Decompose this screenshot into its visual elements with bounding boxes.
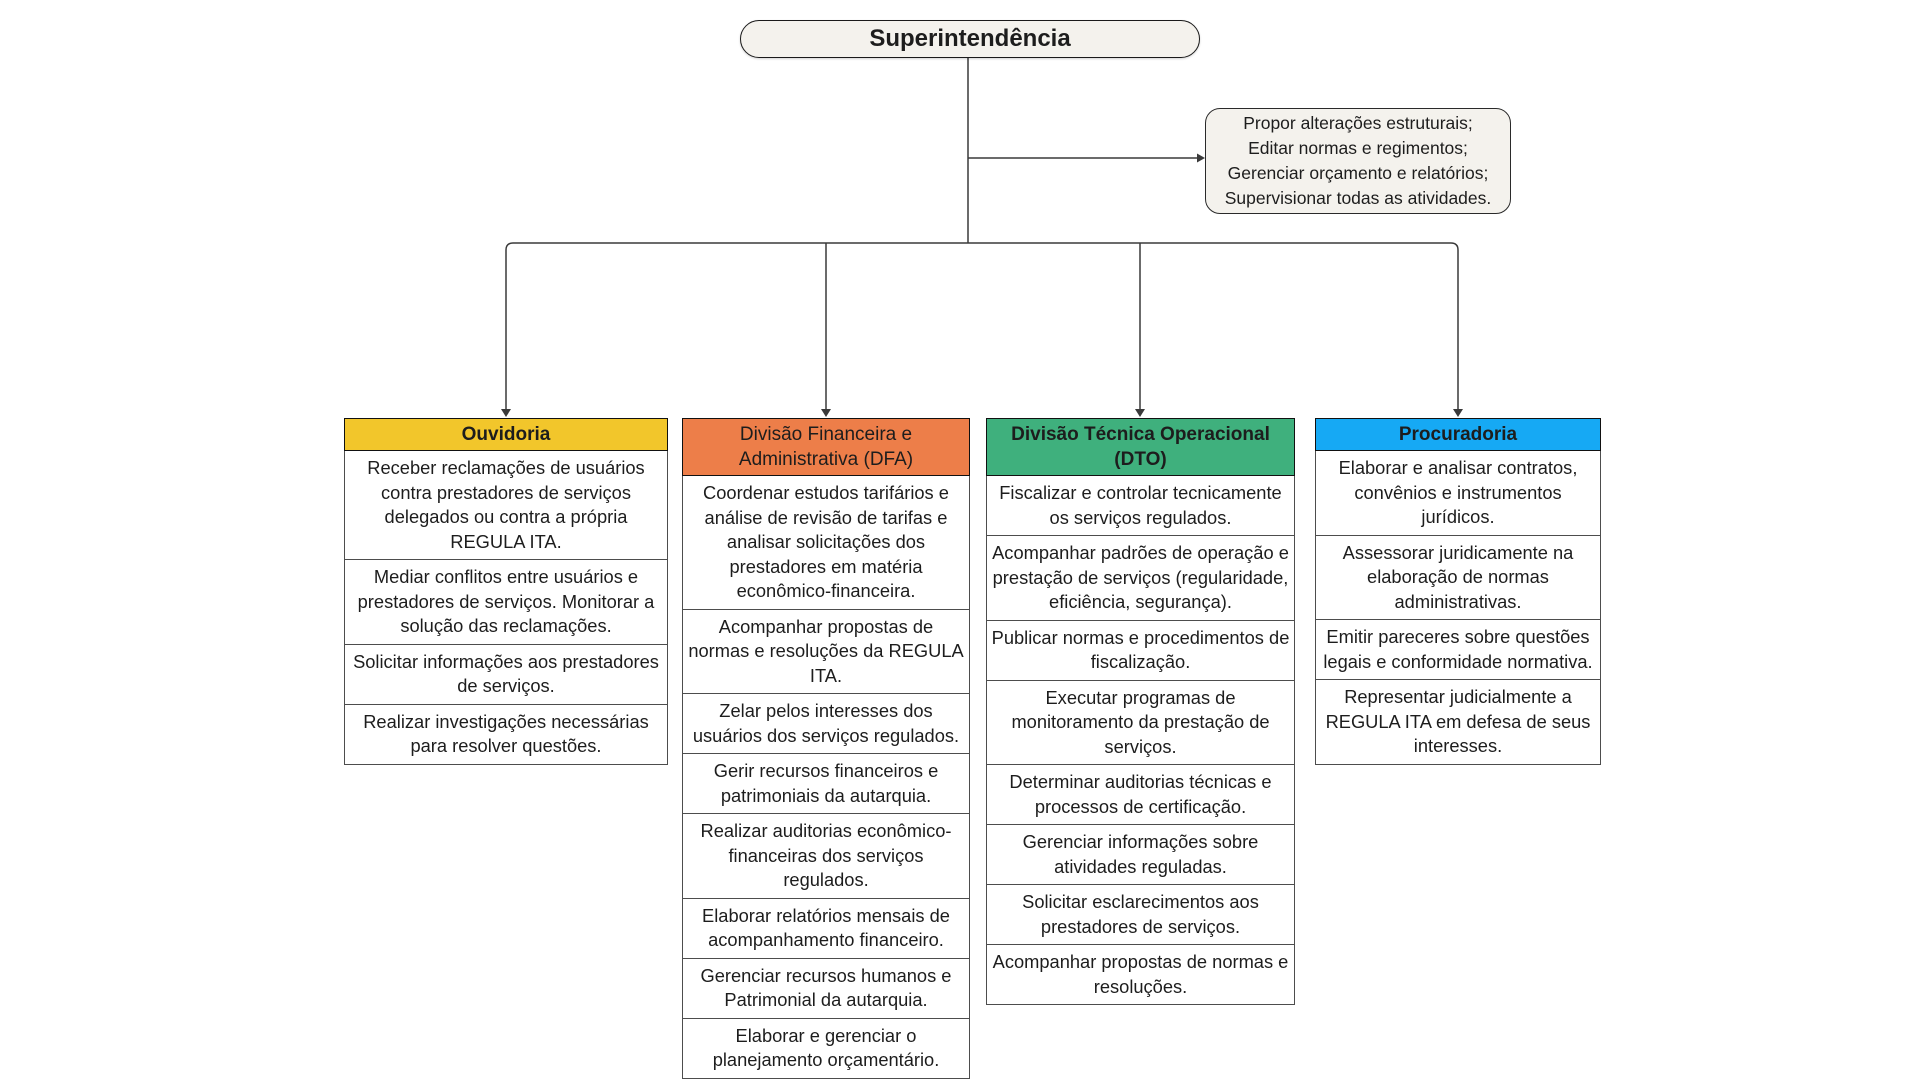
column-ouvidoria — [344, 418, 668, 765]
org-cell: Emitir pareceres sobre questões legais e conformidade normativa. — [1315, 619, 1601, 680]
column-header-dfa: Divisão Financeira e Administrativa (DFA) — [682, 418, 970, 476]
org-cell: Receber reclamações de usuários contra prestadores de serviços delegados ou contra a própria REGULA ITA. — [344, 450, 668, 560]
column-header-ouvidoria: Ouvidoria — [344, 418, 668, 451]
org-cell: Determinar auditorias técnicas e processos de certificação. — [986, 764, 1295, 825]
note-line: Gerenciar orçamento e relatórios; — [1227, 163, 1489, 183]
org-cell: Elaborar relatórios mensais de acompanhamento financeiro. — [682, 898, 970, 959]
column-dfa — [682, 418, 970, 1079]
org-cell: Assessorar juridicamente na elaboração de normas administrativas. — [1315, 535, 1601, 621]
org-cell: Acompanhar propostas de normas e resoluções. — [986, 944, 1295, 1005]
org-cell: Elaborar e analisar contratos, convênios e instrumentos jurídicos. — [1315, 450, 1601, 536]
column-procuradoria — [1315, 418, 1601, 765]
column-header-dto: Divisão Técnica Operacional (DTO) — [986, 418, 1295, 476]
column-header-procuradoria: Procuradoria — [1315, 418, 1601, 451]
org-cell: Gerir recursos financeiros e patrimoniais da autarquia. — [682, 753, 970, 814]
note-line: Supervisionar todas as atividades. — [1224, 188, 1492, 208]
org-cell: Zelar pelos interesses dos usuários dos serviços regulados. — [682, 693, 970, 754]
org-cell: Fiscalizar e controlar tecnicamente os serviços regulados. — [986, 475, 1295, 536]
org-cell: Solicitar esclarecimentos aos prestadores de serviços. — [986, 884, 1295, 945]
root-node-title: Superintendência — [869, 25, 1071, 52]
org-cell: Coordenar estudos tarifários e análise de revisão de tarifas e analisar solicitações dos prestadores em matéria econômico-financeira. — [682, 475, 970, 610]
org-cell: Representar judicialmente a REGULA ITA em defesa de seus interesses. — [1315, 679, 1601, 765]
superintendencia-note — [1205, 108, 1511, 214]
org-cell: Executar programas de monitoramento da prestação de serviços. — [986, 680, 1295, 766]
org-cell: Gerenciar recursos humanos e Patrimonial da autarquia. — [682, 958, 970, 1019]
note-line: Propor alterações estruturais; — [1243, 113, 1473, 133]
column-dto — [986, 418, 1295, 1005]
org-cell: Acompanhar padrões de operação e prestação de serviços (regularidade, eficiência, segurança). — [986, 535, 1295, 621]
org-cell: Solicitar informações aos prestadores de serviços. — [344, 644, 668, 705]
org-cell: Realizar auditorias econômico-financeiras dos serviços regulados. — [682, 813, 970, 899]
org-cell: Publicar normas e procedimentos de fiscalização. — [986, 620, 1295, 681]
org-cell: Acompanhar propostas de normas e resoluções da REGULA ITA. — [682, 609, 970, 695]
org-cell: Gerenciar informações sobre atividades reguladas. — [986, 824, 1295, 885]
root-node-superintendencia — [740, 20, 1200, 58]
org-cell: Realizar investigações necessárias para resolver questões. — [344, 704, 668, 765]
note-line: Editar normas e regimentos; — [1248, 138, 1468, 158]
org-cell: Mediar conflitos entre usuários e prestadores de serviços. Monitorar a solução das reclamações. — [344, 559, 668, 645]
org-cell: Elaborar e gerenciar o planejamento orçamentário. — [682, 1018, 970, 1079]
